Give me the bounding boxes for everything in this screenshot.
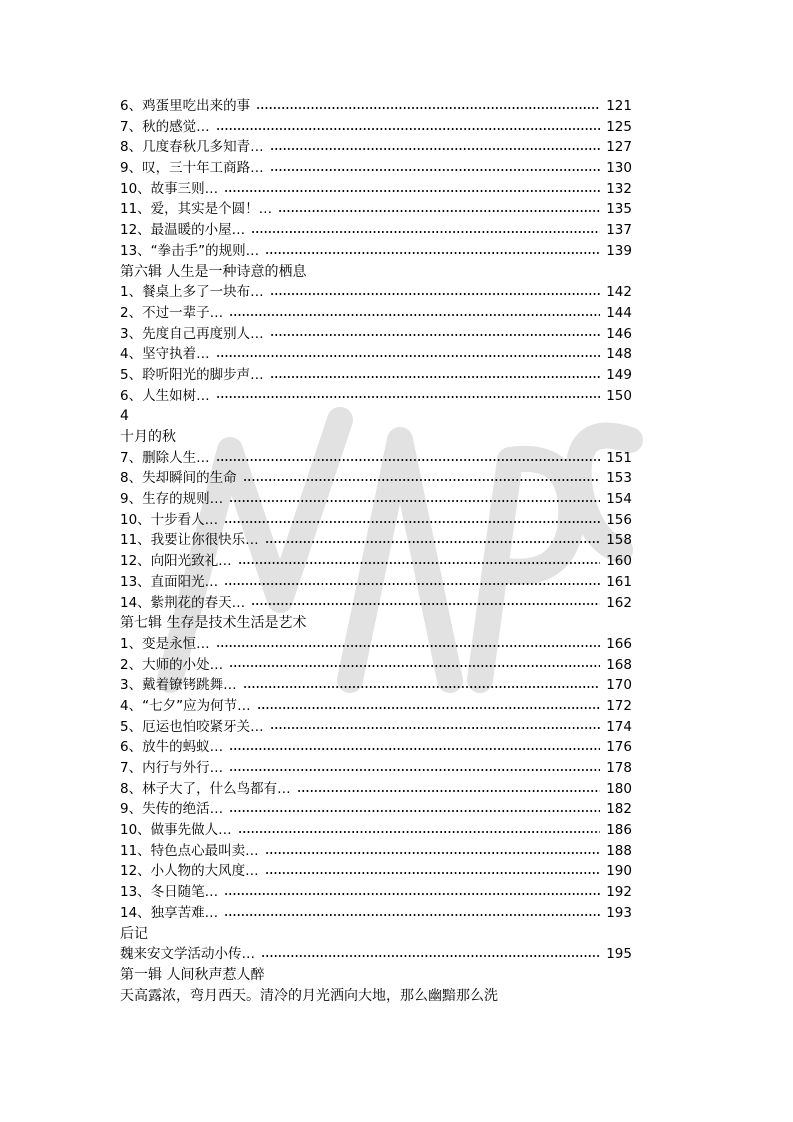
text-line: 天高露浓，弯月西天。清冷的月光洒向大地，那么幽黯那么洗 (120, 987, 498, 1004)
toc-entry-page: 168 (606, 656, 632, 673)
toc-entry (120, 737, 632, 758)
toc-entry-title: 8、几度春秋几多知青… (120, 139, 264, 156)
toc-entry (120, 137, 632, 158)
toc-entry (120, 117, 632, 138)
toc-entry-title: 6、人生如树… (120, 387, 210, 404)
toc-entry (120, 882, 632, 903)
toc-entry-page: 166 (606, 635, 632, 652)
toc-entry-page: 192 (606, 884, 632, 901)
toc-entry-title: 4、“七夕”应为何节… (120, 697, 251, 714)
toc-entry-title: 9、生存的规则… (120, 491, 224, 508)
toc-entry (120, 241, 632, 262)
dot-leader (229, 810, 600, 812)
dot-leader (243, 479, 601, 481)
dot-leader (224, 521, 600, 523)
toc-entry (120, 179, 632, 200)
toc-entry (120, 696, 632, 717)
toc-entry-page: 160 (606, 553, 632, 570)
toc-entry-page: 149 (606, 366, 632, 383)
toc-entry-title: 8、失却瞬间的生命 (120, 470, 237, 487)
toc-entry (120, 303, 632, 324)
toc-entry-page: 144 (606, 304, 632, 321)
toc-entry-title: 13、冬日随笔… (120, 884, 219, 901)
toc-entry (120, 468, 632, 489)
toc-entry-page: 180 (606, 780, 632, 797)
section-heading: 第六辑 人生是一种诗意的栖息 (120, 263, 307, 280)
toc-entry-page: 150 (606, 387, 632, 404)
dot-leader (238, 831, 601, 833)
dot-leader (216, 396, 601, 398)
toc-entry-title: 12、最温暖的小屋… (120, 222, 246, 239)
toc-entry (120, 448, 632, 469)
dot-leader (229, 314, 600, 316)
dot-leader (270, 727, 601, 729)
dot-leader (243, 686, 601, 688)
toc-entry (120, 551, 632, 572)
dot-leader (251, 603, 600, 605)
dot-leader (297, 790, 601, 792)
document-body (120, 96, 632, 1006)
toc-entry-title: 13、直面阳光… (120, 573, 219, 590)
toc-entry (120, 530, 632, 551)
toc-entry (120, 365, 632, 386)
dot-leader (224, 914, 600, 916)
toc-entry-page: 148 (606, 346, 632, 363)
dot-leader (270, 334, 601, 336)
toc-entry-title: 13、“拳击手”的规则… (120, 242, 260, 259)
toc-entry (120, 220, 632, 241)
text-line: 4 (120, 408, 129, 425)
toc-entry-title: 8、林子大了，什么鸟都有… (120, 780, 291, 797)
toc-entry-page: 161 (606, 573, 632, 590)
toc-entry-page: 153 (606, 470, 632, 487)
toc-entry (120, 758, 632, 779)
toc-entry-title: 6、放牛的蚂蚁… (120, 739, 224, 756)
toc-entry-title: 7、秋的感觉… (120, 118, 210, 135)
dot-leader (257, 707, 601, 709)
toc-entry-title: 4、坚守执着… (120, 346, 210, 363)
toc-entry-title: 7、删除人生… (120, 449, 210, 466)
section-heading: 第一辑 人间秋声惹人醉 (120, 966, 265, 983)
toc-entry-title: 12、小人物的大风度… (120, 863, 259, 880)
toc-entry-title: 10、做事先做人… (120, 822, 232, 839)
toc-entry-title: 2、大师的小处… (120, 656, 224, 673)
toc-entry-page: 154 (606, 491, 632, 508)
toc-entry (120, 799, 632, 820)
toc-entry-page: 127 (606, 139, 632, 156)
toc-entry-page: 174 (606, 718, 632, 735)
toc-entry (120, 820, 632, 841)
toc-entry-page: 139 (606, 242, 632, 259)
toc-entry-title: 14、紫荆花的春天… (120, 594, 246, 611)
dot-leader (251, 231, 600, 233)
toc-entry-page: 146 (606, 325, 632, 342)
toc-entry (120, 282, 632, 303)
toc-entry (120, 158, 632, 179)
toc-entry (120, 903, 632, 924)
toc-entry-title: 9、失传的绝活… (120, 801, 224, 818)
toc-entry-page: 132 (606, 180, 632, 197)
toc-entry-title: 14、独享苦难… (120, 904, 219, 921)
toc-entry-page: 121 (606, 98, 632, 114)
toc-entry-title: 11、我要让你很快乐… (120, 532, 259, 549)
toc-entry (120, 386, 632, 407)
toc-entry-page: 195 (606, 946, 632, 963)
toc-entry-title: 5、聆听阳光的脚步声… (120, 366, 264, 383)
toc-entry-title: 3、戴着镣铐跳舞… (120, 677, 237, 694)
toc-entry (120, 344, 632, 365)
toc-entry (120, 841, 632, 862)
section-heading: 第七辑 生存是技术生活是艺术 (120, 615, 307, 632)
toc-entry-title: 3、先度自己再度别人… (120, 325, 264, 342)
toc-entry (120, 655, 632, 676)
dot-leader (256, 107, 600, 109)
dot-leader (224, 583, 600, 585)
toc-entry-title: 9、叹，三十年工商路… (120, 160, 264, 177)
toc-entry-page: 186 (606, 822, 632, 839)
text-line: 十月的秋 (120, 429, 176, 445)
dot-leader (270, 148, 601, 150)
toc-entry-title: 12、向阳光致礼… (120, 553, 232, 570)
toc-entry-title: 10、十步看人… (120, 511, 219, 528)
toc-entry-title: 魏来安文学活动小传… (120, 946, 255, 963)
toc-entry-page: 156 (606, 511, 632, 528)
dot-leader (265, 852, 601, 854)
dot-leader (265, 872, 601, 874)
dot-leader (216, 355, 601, 357)
dot-leader (270, 376, 601, 378)
dot-leader (224, 893, 600, 895)
toc-entry (120, 593, 632, 614)
toc-entry-page: 125 (606, 118, 632, 135)
toc-entry-page: 137 (606, 222, 632, 239)
toc-entry (120, 324, 632, 345)
toc-entry-page: 190 (606, 863, 632, 880)
toc-entry (120, 199, 632, 220)
toc-entry-page: 135 (606, 201, 632, 218)
toc-entry-page: 162 (606, 594, 632, 611)
toc-entry-page: 188 (606, 842, 632, 859)
toc-entry-title: 7、内行与外行… (120, 760, 224, 776)
toc-entry-page: 172 (606, 697, 632, 714)
toc-entry-page: 142 (606, 284, 632, 301)
toc-entry-page: 176 (606, 739, 632, 756)
dot-leader (216, 645, 601, 647)
toc-entry-title: 1、餐桌上多了一块布… (120, 284, 264, 301)
text-line: 后记 (120, 925, 148, 942)
toc-entry (120, 510, 632, 531)
toc-entry-title: 2、不过一辈子… (120, 304, 224, 321)
dot-leader (229, 769, 600, 771)
dot-leader (270, 169, 601, 171)
dot-leader (278, 210, 600, 212)
dot-leader (265, 252, 600, 254)
toc-entry-page: 170 (606, 677, 632, 694)
toc-entry-page: 151 (606, 449, 632, 466)
toc-entry (120, 779, 632, 800)
toc-entry-title: 10、故事三则… (120, 180, 219, 197)
toc-entry (120, 96, 632, 117)
toc-entry (120, 944, 632, 965)
dot-leader (238, 562, 601, 564)
toc-entry-title: 11、爱，其实是个圆！… (120, 201, 273, 218)
toc-entry-page: 182 (606, 801, 632, 818)
toc-entry-title: 11、特色点心最叫卖… (120, 842, 259, 859)
toc-entry-title: 5、厄运也怕咬紧牙关… (120, 718, 264, 735)
toc-entry-page: 158 (606, 532, 632, 549)
toc-entry (120, 489, 632, 510)
toc-entry (120, 717, 632, 738)
toc-entry (120, 861, 632, 882)
toc-entry-page: 193 (606, 904, 632, 921)
toc-entry-page: 130 (606, 160, 632, 177)
dot-leader (224, 190, 600, 192)
toc-entry-title: 6、鸡蛋里吃出来的事 (120, 98, 251, 114)
dot-leader (216, 459, 601, 461)
toc-entry-title: 1、变是永恒… (120, 635, 210, 652)
dot-leader (265, 541, 601, 543)
toc-entry (120, 634, 632, 655)
dot-leader (270, 293, 601, 295)
dot-leader (216, 128, 601, 130)
toc-entry (120, 675, 632, 696)
toc-entry-page: 178 (606, 760, 632, 776)
toc-entry (120, 572, 632, 593)
dot-leader (261, 955, 600, 957)
dot-leader (229, 500, 600, 502)
dot-leader (229, 665, 600, 667)
dot-leader (229, 748, 600, 750)
